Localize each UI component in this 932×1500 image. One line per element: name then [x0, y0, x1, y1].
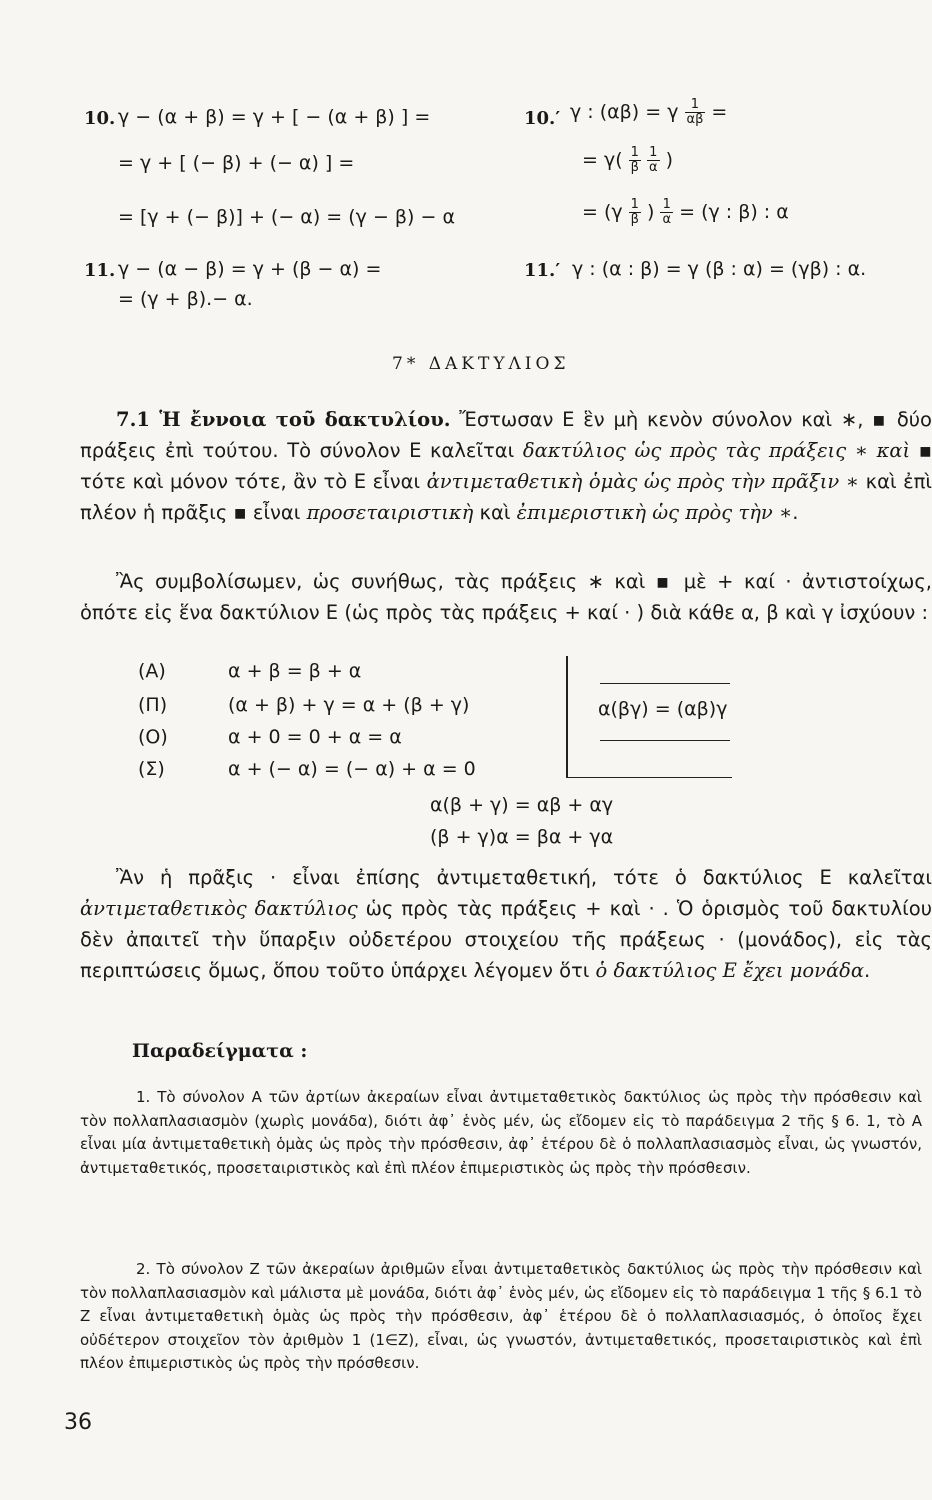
definition-paragraph: 7.1 Ἡ ἔννοια τοῦ δακτυλίου. Ἔστωσαν Ε ἓν μὴ κενὸν σύνολον καὶ ∗, ▪ δύο πράξεις ἐπὶ τούτου. Τὸ σύνολον Ε καλεῖται δακτύλιος ὡς πρὸς τὰς πράξεις ∗ καὶ ▪ τότε καὶ μόνον τότε, ἂν τὸ Ε εἶναι ἀντιμεταθετικὴ ὁμὰς ὡς πρὸς τὴν πρᾶξιν ∗ καὶ ἐπὶ πλέον ἡ πρᾶξις ▪ εἶναι προσεταιριστικὴ καὶ ἐπιμεριστικὴ ὡς πρὸς τὴν ∗.: [80, 408, 932, 524]
section-title: 7* ΔΑΚΤΥΛΙΟΣ: [392, 354, 570, 374]
notation-paragraph: Ἂς συμβολίσωμεν, ὡς συνήθως, τὰς πράξεις ∗ καὶ ▪ μὲ + καί · ἀντιστοίχως, ὁπότε εἰς ἕνα δακτύλιον Ε (ὡς πρὸς τὰς πράξεις + καί · ) διὰ κάθε α, β καὶ γ ἰσχύουν :: [80, 570, 932, 624]
horizontal-rule: [600, 683, 730, 684]
axiom-formula: α + 0 = 0 + α = α: [228, 726, 402, 748]
axiom-label: (Ο): [138, 726, 168, 748]
axiom-formula: (α + β) + γ = α + (β + γ): [228, 694, 470, 716]
distributive-right: (β + γ)α = βα + γα: [430, 826, 614, 848]
axiom-label: (Σ): [138, 758, 165, 780]
eq-10p-line3: = (γ $\frac{1}{\beta}$ ) $\frac{1}{\alpha}$ = (γ : β) : α: [582, 197, 789, 227]
eq-10p-line1: γ : (αβ) = γ $\frac{1}{\alpha\beta}$ =: [570, 97, 728, 127]
axiom-label: (Α): [138, 660, 166, 682]
mult-associativity: α(βγ) = (αβ)γ: [598, 698, 728, 720]
horizontal-rule: [600, 740, 730, 741]
example-2: 2. Τὸ σύνολον Ζ τῶν ἀκεραίων ἀριθμῶν εἶναι ἀντιμεταθετικὸς δακτύλιος ὡς πρὸς τὴν πρόσθεσιν καὶ τὸν πολλαπλασιασμὸν καὶ μάλιστα μὲ μονάδα, διότι ἀφ᾽ ἑνὸς μέν, ὡς εἴδομεν εἰς τὸ παράδειγμα 1 τῆς § 6.1 τὸ Ζ εἶναι ἀντιμεταθετικὴ ὁμὰς ὡς πρὸς τὴν πρόσθεσιν, ἀφ᾽ ἑτέρου δὲ ὁ πολλαπλασιασμός, ὁ ὁποῖος ἔχει οὐδέτερον στοιχεῖον τὸν ἀριθμὸν 1 (1∈Ζ), εἶναι, ὡς γνωστόν, ἀντιμεταθετικός, προσεταιριστικὸς καὶ ἐπὶ πλέον ἐπιμεριστικὸς ὡς πρὸς τὴν πρόσθεσιν.: [80, 1260, 922, 1372]
eq-10p-line2: = γ( $\frac{1}{\beta}$ $\frac{1}{\alpha}$ ): [582, 145, 674, 175]
fraction: $\frac{1}{\alpha\beta}$: [686, 97, 704, 127]
distributive-left: α(β + γ) = αβ + αγ: [430, 794, 614, 816]
fraction: $\frac{1}{\alpha}$: [649, 145, 658, 175]
axiom-label: (Π): [138, 694, 168, 716]
eq-11-number: 11.: [84, 260, 116, 281]
eq-10-line1: γ − (α + β) = γ + [ − (α + β) ] =: [118, 106, 431, 128]
axiom-formula: α + β = β + α: [228, 660, 362, 682]
eq-10p-l1a: γ : (αβ) = γ: [570, 101, 679, 123]
commutative-ring-paragraph: Ἂν ἡ πρᾶξις · εἶναι ἐπίσης ἀντιμεταθετική, τότε ὁ δακτύλιος Ε καλεῖται ἀντιμεταθετικὸς δακτύλιος ὡς πρὸς τὰς πράξεις + καὶ · . Ὁ ὁρισμὸς τοῦ δακτυλίου δὲν ἀπαιτεῖ τὴν ὕπαρξιν οὐδετέρου στοιχείου τῆς πράξεως · (μονάδος), εἰς τὰς περιπτώσεις ὅμως, ὅπου τοῦτο ὑπάρχει λέγομεν ὅτι ὁ δακτύλιος Ε ἔχει μονάδα.: [80, 866, 932, 982]
eq-11-line1: γ − (α − β) = γ + (β − α) =: [118, 258, 382, 280]
example-1: 1. Τὸ σύνολον Α τῶν ἀρτίων ἀκεραίων εἶναι ἀντιμεταθετικὸς δακτύλιος ὡς πρὸς τὴν πρόσθεσιν καὶ τὸν πολλαπλασιασμὸν (χωρὶς μονάδα), διότι ἀφ᾽ ἑνὸς μέν, ὡς εἴδομεν εἰς τὸ παράδειγμα 2 τῆς § 6. 1, τὸ Α εἶναι μία ἀντιμεταθετικὴ ὁμὰς ὡς πρὸς τὴν πρόσθεσιν, ἀφ᾽ ἑτέρου δὲ ὁ πολλαπλασιασμὸς εἶναι, ὡς γνωστόν, ἀντιμεταθετικός, προσεταιριστικὸς καὶ ἐπὶ πλέον ἐπιμεριστικὸς ὡς πρὸς τὴν πρόσθεσιν.: [80, 1088, 922, 1177]
definition-heading: 7.1 Ἡ ἔννοια τοῦ δακτυλίου.: [116, 408, 451, 431]
page-number: 36: [64, 1410, 92, 1435]
eq-11p-number: 11.′: [524, 260, 561, 281]
eq-10-number: 10.: [84, 108, 116, 129]
horizontal-rule: [566, 777, 732, 778]
eq-10-line3: = [γ + (− β)] + (− α) = (γ − β) − α: [118, 206, 455, 228]
eq-11p-line1: γ : (α : β) = γ (β : α) = (γβ) : α.: [572, 258, 867, 280]
vertical-rule: [566, 656, 568, 778]
fraction: $\frac{1}{\beta}$: [630, 197, 639, 227]
fraction: $\frac{1}{\alpha}$: [662, 197, 672, 227]
fraction: $\frac{1}{\beta}$: [630, 145, 639, 175]
eq-10-line2: = γ + [ (− β) + (− α) ] =: [118, 152, 355, 174]
eq-11-line2: = (γ + β).− α.: [118, 288, 253, 310]
examples-title: Παραδείγματα :: [132, 1040, 308, 1062]
axiom-formula: α + (− α) = (− α) + α = 0: [228, 758, 476, 780]
eq-10p-number: 10.′: [524, 108, 561, 129]
